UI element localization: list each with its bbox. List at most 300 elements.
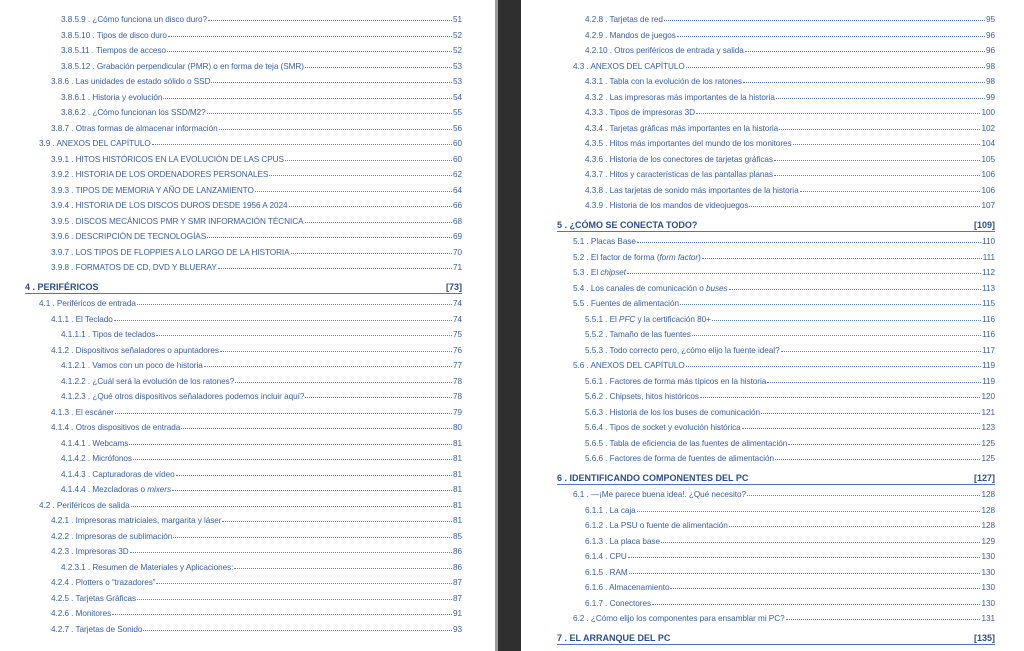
- toc-entry-level-4[interactable]: [61, 325, 462, 339]
- toc-entry-title: [585, 315, 711, 324]
- toc-entry-text: 4.3.3 . Tipos de impresoras 3D: [585, 108, 695, 117]
- toc-entry-text: 3.8.5.10 . Tipos de disco duro: [61, 30, 167, 40]
- toc-page-number: 68: [452, 216, 462, 226]
- toc-entry-level-3[interactable]: [585, 310, 995, 324]
- toc-page-number: 85: [452, 531, 462, 541]
- toc-page-number: 119: [982, 361, 995, 370]
- toc-page-number: 62: [452, 170, 462, 179]
- toc-entry-level-3[interactable]: [585, 532, 995, 546]
- toc-entry-title: [51, 609, 111, 618]
- toc-page-number: 64: [452, 185, 462, 195]
- dot-leader: [747, 495, 981, 496]
- toc-entry-text: 3.9 . ANEXOS DEL CAPÍTULO: [39, 139, 151, 148]
- dot-leader: [305, 222, 452, 223]
- toc-page-number: 56: [452, 123, 462, 133]
- toc-page-number: 76: [452, 345, 462, 355]
- toc-entry-text: 5.6 . ANEXOS DEL CAPÍTULO: [573, 361, 685, 370]
- dot-leader: [255, 191, 452, 192]
- dot-leader: [637, 242, 981, 243]
- chapter-title: 7 . EL ARRANQUE DEL PC: [557, 632, 671, 643]
- toc-page-number: 105: [981, 154, 995, 164]
- dot-leader: [776, 98, 985, 99]
- toc-entry-text: 4.2.6 . Monitores: [51, 609, 112, 618]
- toc-entry-title: [585, 186, 799, 195]
- toc-entry-level-3[interactable]: [51, 589, 462, 603]
- toc-entry-text: 6.1.4 . CPU: [585, 552, 627, 561]
- dot-leader: [677, 36, 985, 37]
- dot-leader: [207, 113, 452, 114]
- toc-page-number: 55: [452, 108, 462, 117]
- toc-entry-text: 3.8.6.2 . ¿Cómo funcionan los SSD/M2?: [61, 108, 206, 117]
- toc-entry-text: 4.3.1 . Tabla con la evolución de los ratones: [585, 77, 742, 86]
- toc-page-number: 107: [981, 201, 995, 210]
- chapter-title: 4 . PERIFÉRICOS: [25, 281, 99, 292]
- dot-leader: [664, 20, 985, 21]
- toc-page-number: 80: [452, 423, 462, 432]
- toc-entry-level-3[interactable]: [585, 165, 995, 179]
- toc-entry-level-3[interactable]: [51, 310, 462, 324]
- toc-entry-text: 5.5.3 . Todo correcto pero, ¿cómo elijo la fuente ideal?: [585, 345, 780, 355]
- toc-entry-level-3[interactable]: [585, 150, 995, 164]
- toc-entry-title: [61, 563, 233, 572]
- toc-entry-title: [585, 201, 748, 210]
- toc-entry-level-3[interactable]: [51, 227, 462, 241]
- dot-leader: [767, 382, 981, 383]
- toc-entry-level-2[interactable]: [39, 134, 462, 148]
- dot-leader: [788, 444, 980, 445]
- toc-page-number: 119: [982, 376, 995, 386]
- toc-entry-title: [585, 506, 636, 515]
- toc-entry-level-2[interactable]: [573, 57, 995, 71]
- toc-entry-title: [61, 470, 175, 479]
- toc-entry-level-4[interactable]: [61, 387, 462, 401]
- toc-entry-text: 4.2.2 . Impresoras de sublimación: [51, 531, 173, 541]
- dot-leader: [156, 335, 452, 336]
- toc-entry-title: [51, 408, 114, 417]
- toc-page-number: 106: [981, 170, 995, 179]
- toc-entry-text: 5.6.2 . Chipsets, hitos históricos: [585, 392, 699, 401]
- dot-leader: [176, 475, 452, 476]
- toc-entry-title: [61, 93, 162, 102]
- toc-page-number: 52: [452, 46, 462, 55]
- toc-page-number: 78: [452, 376, 462, 386]
- toc-page-number: 106: [981, 185, 995, 195]
- toc-page-number: 104: [981, 139, 995, 148]
- dot-leader: [696, 113, 980, 114]
- toc-entry-level-3[interactable]: [585, 594, 995, 608]
- toc-entry-title: [61, 377, 234, 386]
- toc-page-number: 60: [452, 154, 462, 164]
- toc-page-number: 60: [452, 139, 462, 148]
- toc-entry-text: 4.2 . Periféricos de salida: [39, 500, 130, 510]
- toc-page-number: 69: [452, 232, 462, 241]
- toc-page-right: [521, 0, 1024, 651]
- toc-page-number: 52: [452, 30, 462, 40]
- dot-leader: [786, 619, 981, 620]
- toc-entry-level-4[interactable]: [61, 465, 462, 479]
- dot-leader: [729, 526, 981, 527]
- toc-entry-title: [39, 139, 151, 148]
- toc-entry-text: 4.1.3 . El escáner: [51, 407, 114, 417]
- dot-leader: [219, 129, 452, 130]
- toc-entry-level-3[interactable]: [51, 181, 462, 195]
- dot-leader: [234, 568, 452, 569]
- dot-leader: [305, 397, 452, 398]
- dot-leader: [670, 588, 980, 589]
- toc-chapter-heading[interactable]: [557, 627, 995, 645]
- dot-leader: [181, 428, 452, 429]
- toc-entry-level-4[interactable]: [61, 10, 462, 24]
- toc-entry-text: 4.1.2.2 . ¿Cuál será la evolución de los ratones?: [61, 376, 235, 386]
- toc-entry-level-3[interactable]: [51, 119, 462, 133]
- toc-entry-title: [51, 315, 113, 324]
- toc-page-number: 74: [452, 314, 462, 324]
- dot-leader: [269, 175, 452, 176]
- toc-entry-title: [585, 46, 744, 55]
- dot-leader: [204, 366, 452, 367]
- dot-leader: [774, 175, 981, 176]
- dot-leader: [131, 506, 452, 507]
- toc-entry-level-3[interactable]: [51, 403, 462, 417]
- toc-entry-text: 3.8.5.11 . Tiempos de acceso: [61, 46, 166, 55]
- toc-page-number: 81: [452, 454, 462, 463]
- toc-entry-suffix-text: ): [698, 252, 701, 262]
- toc-page-number: 112: [982, 268, 995, 277]
- toc-page-number: 91: [452, 609, 462, 618]
- toc-entry-title: [585, 408, 760, 417]
- toc-page-number: 53: [452, 61, 462, 71]
- toc-entry-level-2[interactable]: [573, 279, 995, 293]
- toc-page-number: 81: [452, 516, 462, 525]
- dot-leader: [115, 413, 452, 414]
- toc-entry-level-4[interactable]: [61, 57, 462, 71]
- dot-leader: [661, 542, 981, 543]
- toc-entry-title: [51, 547, 129, 556]
- toc-entry-text: 5.2 . El factor de forma (: [573, 252, 660, 262]
- toc-entry-italic-text: mixers: [147, 485, 171, 494]
- toc-entry-level-3[interactable]: [585, 325, 995, 339]
- toc-entry-level-3[interactable]: [51, 418, 462, 432]
- toc-entry-title: [51, 263, 217, 272]
- toc-page-number: 86: [452, 547, 462, 556]
- toc-page-number: 129: [981, 536, 995, 546]
- toc-entry-level-3[interactable]: [585, 103, 995, 117]
- toc-page-number: 99: [985, 92, 995, 102]
- toc-entry-text: 5.6.4 . Tipos de socket y evolución histórica: [585, 423, 741, 432]
- toc-entry-level-4[interactable]: [61, 356, 462, 370]
- toc-page-number: 81: [452, 485, 462, 494]
- toc-page-left: [0, 0, 495, 651]
- dot-leader: [779, 129, 980, 130]
- dot-leader: [686, 366, 981, 367]
- toc-page-number: 100: [981, 108, 995, 117]
- toc-entry-text: 4.1.1 . El Teclado: [51, 314, 113, 324]
- toc-entry-level-2[interactable]: [573, 232, 995, 246]
- toc-entry-level-3[interactable]: [51, 72, 462, 86]
- toc-entry-text: 4.1.4 . Otros dispositivos de entrada: [51, 423, 181, 432]
- toc-entry-text: 3.8.6.1 . Historia y evolución: [61, 92, 163, 102]
- chapter-title: 6 . IDENTIFICANDO COMPONENTES DEL PC: [557, 472, 749, 483]
- toc-entry-text: 3.8.5.12 . Grabación perpendicular (PMR) o en forma de teja (SMR): [61, 61, 304, 71]
- toc-entry-title: [61, 108, 206, 117]
- toc-entry-level-3[interactable]: [585, 72, 995, 86]
- toc-entry-level-2[interactable]: [39, 496, 462, 510]
- toc-page-number: 120: [981, 392, 995, 401]
- toc-entry-level-3[interactable]: [585, 449, 995, 463]
- toc-entry-italic-text: chipset: [600, 268, 626, 277]
- toc-entry-title: [573, 284, 728, 293]
- toc-entry-title: [585, 155, 773, 164]
- toc-entry-level-3[interactable]: [585, 88, 995, 102]
- toc-page-number: 95: [985, 15, 995, 24]
- toc-chapter-heading[interactable]: [557, 467, 995, 485]
- toc-page-number: 128: [981, 505, 995, 515]
- toc-entry-level-4[interactable]: [61, 41, 462, 55]
- toc-entry-level-3[interactable]: [585, 547, 995, 561]
- toc-page-number: 130: [981, 598, 995, 608]
- toc-entry-title: [585, 15, 663, 24]
- toc-page-number: 78: [452, 392, 462, 401]
- toc-entry-level-2[interactable]: [573, 248, 995, 262]
- toc-entry-text: 4.2.9 . Mandos de juegos: [585, 30, 676, 40]
- toc-page-number: 130: [981, 583, 995, 592]
- toc-entry-level-3[interactable]: [51, 196, 462, 210]
- dot-leader: [152, 144, 452, 145]
- toc-entry-title: [51, 248, 290, 257]
- toc-entry-level-3[interactable]: [51, 620, 462, 634]
- toc-page-number: 87: [452, 593, 462, 603]
- toc-entry-text: 6.1.7 . Conectores: [585, 598, 652, 608]
- dot-leader: [207, 237, 452, 238]
- dot-leader: [712, 320, 981, 321]
- toc-entry-level-4[interactable]: [61, 558, 462, 572]
- dot-leader: [156, 583, 452, 584]
- dot-leader: [137, 599, 452, 600]
- toc-entry-level-3[interactable]: [585, 372, 995, 386]
- toc-entry-title: [61, 361, 203, 370]
- toc-entry-level-3[interactable]: [51, 604, 462, 618]
- toc-entry-level-3[interactable]: [51, 573, 462, 587]
- toc-entry-text: 6.2 . ¿Cómo elijo los componentes para ensamblar mi PC?: [573, 614, 785, 623]
- toc-entry-italic-text: PFC: [619, 314, 636, 324]
- toc-entry-level-2[interactable]: [39, 294, 462, 308]
- toc-page-number: 116: [982, 314, 995, 324]
- toc-entry-title: [585, 77, 742, 86]
- toc-page-number: 98: [985, 77, 995, 86]
- toc-entry-text: 3.9.8 . FORMATOS DE CD, DVD Y BLUERAY: [51, 263, 217, 272]
- dot-leader: [133, 459, 452, 460]
- toc-entry-text: 4.2.1 . Impresoras matriciales, margarita y láser: [51, 516, 222, 525]
- toc-entry-level-2[interactable]: [573, 609, 995, 623]
- toc-entry-level-4[interactable]: [61, 372, 462, 386]
- toc-entry-text: 4.2.5 . Tarjetas Gráficas: [51, 593, 137, 603]
- dot-leader: [112, 614, 452, 615]
- toc-entry-title: [573, 62, 685, 71]
- toc-entry-title: [585, 439, 787, 448]
- toc-entry-text: 3.8.5.9 . ¿Cómo funciona un disco duro?: [61, 15, 207, 24]
- toc-entry-level-4[interactable]: [61, 434, 462, 448]
- toc-entry-level-3[interactable]: [585, 26, 995, 40]
- toc-entry-text: 4.2.8 . Tarjetas de red: [585, 15, 663, 24]
- toc-entry-text: 4.1.2.1 . Vamos con un poco de historia: [61, 361, 203, 370]
- toc-entry-level-3[interactable]: [51, 542, 462, 556]
- toc-page-number: 93: [452, 624, 462, 634]
- toc-entry-title: [39, 501, 130, 510]
- dot-leader: [172, 490, 452, 491]
- dot-leader: [745, 51, 985, 52]
- dot-leader: [761, 413, 980, 414]
- toc-entry-text: 6.1.1 . La caja: [585, 505, 636, 515]
- toc-entry-level-3[interactable]: [585, 10, 995, 24]
- dot-leader: [729, 289, 982, 290]
- toc-entry-title: [61, 485, 171, 494]
- toc-entry-title: [585, 170, 773, 179]
- toc-entry-text: 4.1.2 . Dispositivos señaladores o apuntadores: [51, 345, 219, 355]
- toc-page-number: 130: [981, 567, 995, 577]
- toc-entry-level-2[interactable]: [573, 294, 995, 308]
- toc-entry-text: 6.1.5 . RAM: [585, 567, 628, 577]
- toc-entry-title: [51, 423, 180, 432]
- toc-entry-text: 4.2.4 . Plotters o “trazadores”: [51, 578, 156, 587]
- toc-page-number: 81: [452, 500, 462, 510]
- toc-entry-text: 4.1.4.3 . Capturadoras de vídeo: [61, 469, 175, 479]
- toc-entry-text: 4.1.1.1 . Tipos de teclados: [61, 330, 156, 339]
- toc-page-number: 123: [981, 423, 995, 432]
- toc-entry-title: [51, 155, 284, 164]
- toc-entry-title: [51, 186, 254, 195]
- toc-page-number: 130: [981, 552, 995, 561]
- toc-page-number: 121: [981, 407, 995, 417]
- toc-entry-level-3[interactable]: [585, 196, 995, 210]
- toc-page-number: 51: [452, 15, 462, 24]
- dot-leader: [218, 268, 452, 269]
- toc-entry-level-3[interactable]: [585, 434, 995, 448]
- toc-entry-text: 6.1.3 . La placa base: [585, 536, 660, 546]
- toc-entry-text: 4.1.4.4 . Mezcladoras o: [61, 485, 148, 494]
- toc-entry-level-4[interactable]: [61, 88, 462, 102]
- toc-entry-level-2[interactable]: [573, 485, 995, 499]
- toc-page-number: 75: [452, 330, 462, 339]
- toc-chapter-heading[interactable]: [557, 214, 995, 232]
- toc-entry-level-3[interactable]: [585, 403, 995, 417]
- dot-leader: [305, 67, 452, 68]
- dot-leader: [692, 335, 981, 336]
- toc-entry-text: 4.1.4.1 . Webcams: [61, 438, 129, 448]
- dot-leader: [637, 511, 981, 512]
- toc-entry-title: [585, 139, 792, 148]
- toc-entry-title: [585, 521, 728, 530]
- toc-entry-level-4[interactable]: [61, 26, 462, 40]
- toc-entry-level-3[interactable]: [51, 212, 462, 226]
- toc-entry-title: [51, 625, 142, 634]
- toc-page-number: 71: [452, 263, 462, 272]
- dot-leader: [222, 521, 452, 522]
- toc-entry-level-3[interactable]: [585, 119, 995, 133]
- toc-page-number: 66: [452, 201, 462, 210]
- toc-entry-title: [585, 124, 778, 133]
- toc-entry-level-4[interactable]: [61, 103, 462, 117]
- toc-entry-level-3[interactable]: [585, 563, 995, 577]
- toc-chapter-heading[interactable]: [25, 276, 462, 294]
- page-gutter: [495, 0, 521, 651]
- toc-entry-title: [585, 423, 741, 432]
- toc-entry-suffix-text: y la certificación 80+: [635, 314, 711, 324]
- toc-entry-level-3[interactable]: [51, 258, 462, 272]
- toc-entry-title: [573, 268, 626, 277]
- toc-entry-title: [61, 392, 304, 401]
- toc-entry-level-3[interactable]: [51, 243, 462, 257]
- dot-leader: [208, 20, 452, 21]
- toc-entry-level-2[interactable]: [573, 356, 995, 370]
- toc-entry-level-3[interactable]: [585, 387, 995, 401]
- toc-entry-level-3[interactable]: [585, 181, 995, 195]
- dot-leader: [743, 82, 985, 83]
- toc-entry-title: [585, 346, 780, 355]
- toc-entry-level-3[interactable]: [585, 41, 995, 55]
- toc-entry-level-3[interactable]: [585, 516, 995, 530]
- toc-entry-level-3[interactable]: [51, 150, 462, 164]
- toc-entry-text: 5.6.1 . Factores de forma más típicos en la historia: [585, 376, 767, 386]
- toc-entry-text: 4.3.9 . Historia de los mandos de videojuegos: [585, 201, 749, 210]
- toc-entry-title: [573, 237, 636, 246]
- toc-entry-title: [51, 232, 206, 241]
- toc-entry-text: 3.9.7 . LOS TIPOS DE FLOPPIES A LO LARGO DE LA HISTORIA: [51, 247, 290, 257]
- toc-entry-title: [585, 330, 691, 339]
- toc-page-number: 128: [981, 521, 995, 530]
- toc-entry-level-3[interactable]: [585, 578, 995, 592]
- toc-entry-text: 3.9.1 . HITOS HISTÓRICOS EN LA EVOLUCIÓN DE LAS CPUS: [51, 154, 284, 164]
- toc-page-number: 116: [982, 330, 995, 339]
- toc-entry-level-3[interactable]: [585, 418, 995, 432]
- toc-entry-title: [585, 108, 695, 117]
- toc-entry-text: 5.1 . Placas Base: [573, 237, 636, 246]
- dot-leader: [702, 258, 982, 259]
- toc-entry-level-3[interactable]: [585, 134, 995, 148]
- toc-entry-title: [51, 594, 136, 603]
- toc-entry-text: 4.3.7 . Hitos y características de las pantallas planas: [585, 170, 773, 179]
- dot-leader: [628, 557, 981, 558]
- dot-leader: [163, 98, 452, 99]
- toc-entry-text: 5.5.1 . El: [585, 314, 620, 324]
- dot-leader: [680, 304, 981, 305]
- toc-entry-text: 5.5.2 . Tamaño de las fuentes: [585, 330, 691, 339]
- toc-entry-text: 4.2.3 . Impresoras 3D: [51, 547, 129, 556]
- toc-entry-text: 4.3.4 . Tarjetas gráficas más importantes en la historia: [585, 123, 779, 133]
- toc-entry-level-3[interactable]: [585, 341, 995, 355]
- dot-leader: [168, 36, 452, 37]
- toc-entry-level-3[interactable]: [51, 165, 462, 179]
- toc-entry-level-3[interactable]: [51, 341, 462, 355]
- toc-page-number: 117: [982, 345, 995, 355]
- toc-entry-text: 6.1.2 . La PSU o fuente de alimentación: [585, 521, 728, 530]
- toc-entry-text: 4.2.3.1 . Resumen de Materiales y Aplicaciones:: [61, 562, 234, 572]
- toc-page-number: 53: [452, 77, 462, 86]
- toc-entry-title: [585, 377, 766, 386]
- toc-entry-level-4[interactable]: [61, 480, 462, 494]
- toc-entry-title: [51, 578, 155, 587]
- dot-leader: [774, 160, 981, 161]
- toc-entry-level-2[interactable]: [573, 263, 995, 277]
- toc-page-number: 125: [981, 454, 995, 463]
- toc-entry-level-3[interactable]: [51, 527, 462, 541]
- toc-entry-level-3[interactable]: [51, 511, 462, 525]
- toc-page-number: 81: [452, 438, 462, 448]
- dot-leader: [235, 382, 452, 383]
- toc-entry-level-3[interactable]: [585, 501, 995, 515]
- toc-entry-text: 3.9.3 . TIPOS DE MEMORIA Y AÑO DE LANZAMIENTO: [51, 185, 254, 195]
- toc-entry-level-4[interactable]: [61, 449, 462, 463]
- toc-page-number: 54: [452, 92, 462, 102]
